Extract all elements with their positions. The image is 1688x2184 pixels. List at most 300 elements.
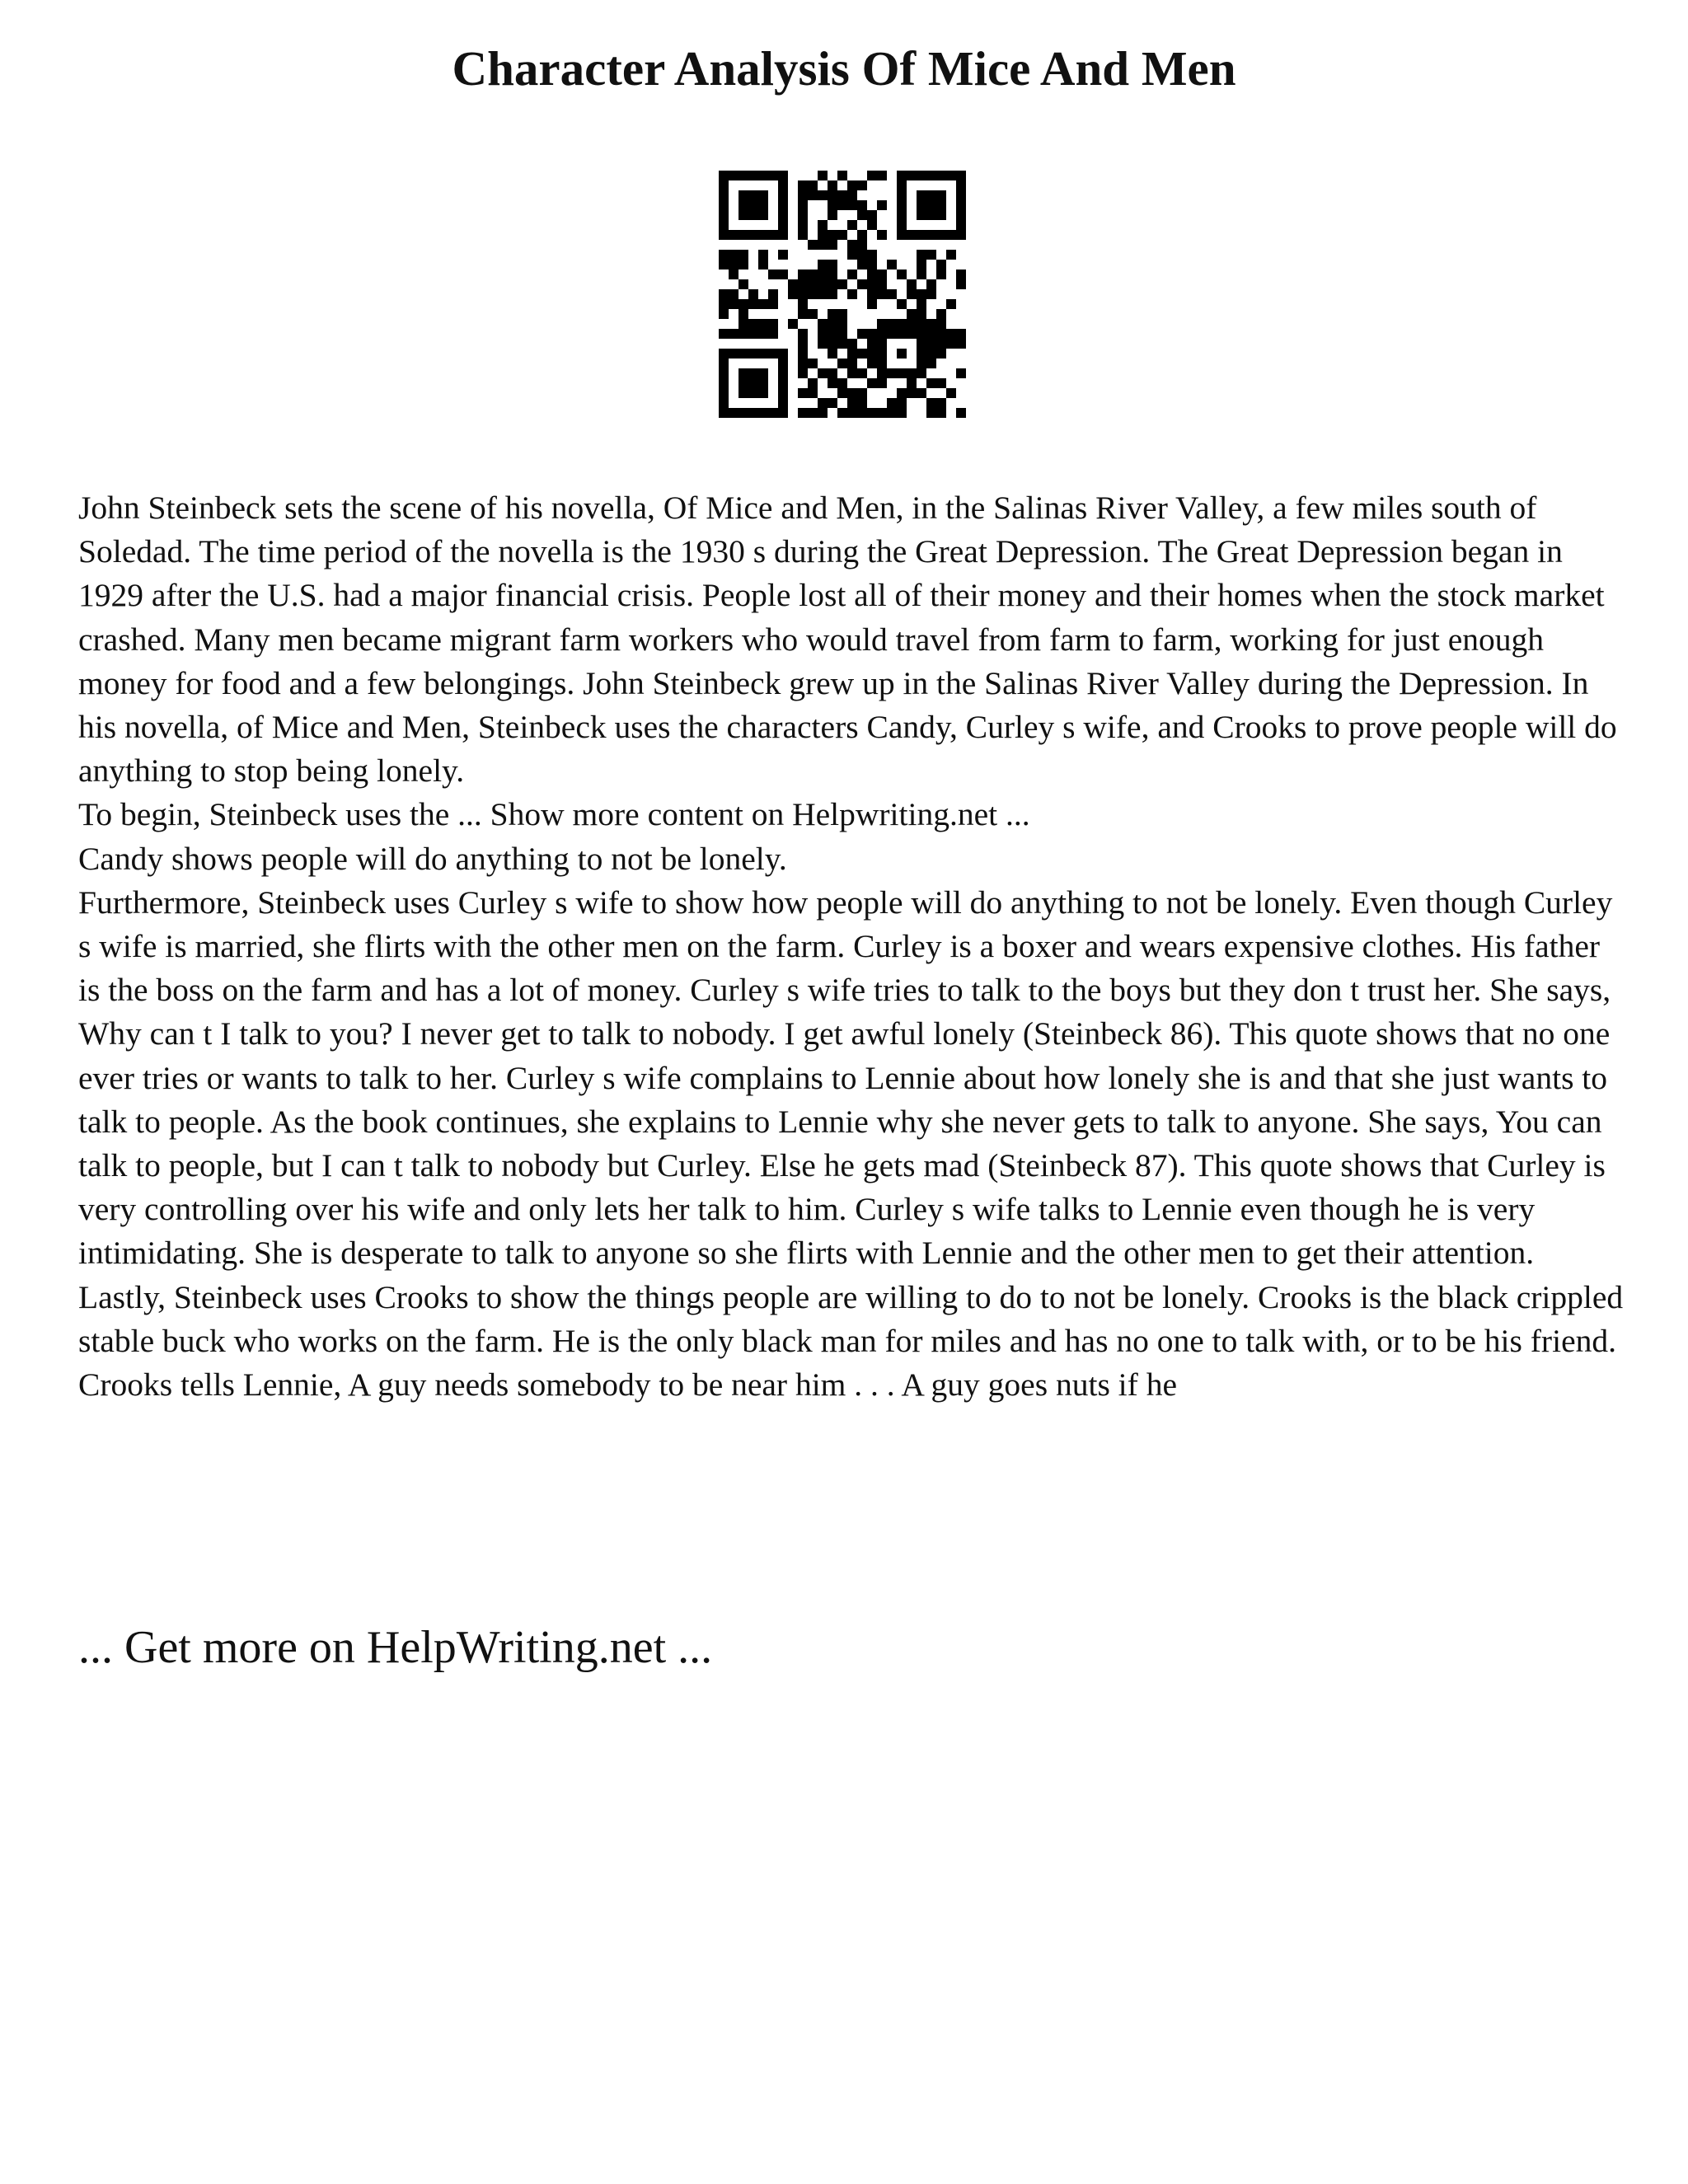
qr-module [738, 200, 748, 210]
qr-module [837, 408, 847, 418]
qr-module [917, 200, 926, 210]
qr-module [917, 171, 926, 180]
qr-module [956, 200, 966, 210]
qr-module [847, 359, 857, 368]
qr-module [828, 200, 837, 210]
qr-module [778, 200, 788, 210]
qr-module [719, 171, 729, 180]
qr-module [808, 289, 818, 299]
qr-module [798, 180, 808, 190]
qr-module [768, 408, 778, 418]
qr-module [917, 359, 926, 368]
qr-module [907, 368, 917, 378]
qr-module [837, 339, 847, 349]
qr-module [758, 368, 768, 378]
qr-module [936, 329, 946, 339]
qr-module [719, 260, 729, 269]
qr-module [857, 368, 867, 378]
qr-module [907, 289, 917, 299]
qr-module [758, 171, 768, 180]
qr-module [738, 190, 748, 200]
qr-module [936, 408, 946, 418]
qr-module [818, 220, 828, 230]
qr-module [828, 210, 837, 220]
qr-module [738, 171, 748, 180]
qr-module [808, 269, 818, 279]
qr-module [917, 349, 926, 359]
qr-module [867, 279, 877, 289]
qr-module [748, 408, 758, 418]
qr-module [768, 289, 778, 299]
qr-module [897, 230, 907, 240]
qr-module [778, 378, 788, 388]
get-more-link[interactable]: ... Get more on HelpWriting.net ... [78, 1622, 713, 1673]
qr-module [956, 190, 966, 200]
qr-module [738, 309, 748, 319]
qr-module [808, 190, 818, 200]
qr-module [808, 388, 818, 398]
qr-module [867, 378, 877, 388]
qr-module [926, 319, 936, 329]
qr-module [818, 368, 828, 378]
qr-module [867, 171, 877, 180]
qr-module [877, 279, 887, 289]
qr-module [857, 279, 867, 289]
qr-module [936, 171, 946, 180]
qr-module [877, 230, 887, 240]
qr-module [897, 299, 907, 309]
qr-module [956, 210, 966, 220]
qr-module [719, 368, 729, 378]
qr-module [768, 349, 778, 359]
qr-module [719, 388, 729, 398]
qr-module [926, 378, 936, 388]
qr-module [758, 378, 768, 388]
qr-module [917, 319, 926, 329]
qr-module [798, 210, 808, 220]
qr-module [887, 329, 897, 339]
qr-module [917, 329, 926, 339]
qr-module [877, 349, 887, 359]
qr-module [719, 329, 729, 339]
qr-module [857, 388, 867, 398]
qr-module [768, 269, 778, 279]
qr-module [887, 408, 897, 418]
qr-module [936, 309, 946, 319]
qr-module [897, 180, 907, 190]
qr-module [897, 398, 907, 408]
qr-module [828, 329, 837, 339]
qr-module [936, 190, 946, 200]
qr-module [798, 349, 808, 359]
qr-module [818, 398, 828, 408]
qr-module [748, 388, 758, 398]
qr-module [887, 398, 897, 408]
qr-module [926, 210, 936, 220]
qr-module [719, 210, 729, 220]
qr-module [788, 279, 798, 289]
qr-module [877, 329, 887, 339]
qr-module [936, 349, 946, 359]
qr-module [926, 359, 936, 368]
qr-module [778, 368, 788, 378]
qr-module [748, 378, 758, 388]
qr-module [818, 230, 828, 240]
qr-module [847, 388, 857, 398]
qr-module [877, 269, 887, 279]
qr-module [828, 368, 837, 378]
qr-module [926, 230, 936, 240]
qr-module [798, 309, 808, 319]
qr-module [907, 329, 917, 339]
qr-module [818, 190, 828, 200]
qr-module [778, 171, 788, 180]
qr-module [897, 269, 907, 279]
qr-module [907, 319, 917, 329]
qr-module [778, 220, 788, 230]
qr-module [818, 269, 828, 279]
qr-module [857, 260, 867, 269]
qr-module [857, 180, 867, 190]
qr-module [917, 269, 926, 279]
qr-module [828, 279, 837, 289]
paragraph-candy-teaser: To begin, Steinbeck uses the ... Show more content on Helpwriting.net ... [78, 796, 1030, 833]
qr-module [798, 329, 808, 339]
paragraph-crooks: Lastly, Steinbeck uses Crooks to show the things people are willing to do to not be lonely. Crooks is the black crippled stable buck who works on the farm. He is the only black man for miles and has no one to talk with, or to be his friend. Crooks tells Lennie, A guy needs somebody to be near him . . . A guy goes nuts if he [78, 1278, 1624, 1404]
qr-module [857, 398, 867, 408]
qr-module [877, 408, 887, 418]
qr-module [907, 171, 917, 180]
qr-module [847, 250, 857, 260]
qr-module [729, 408, 738, 418]
qr-module [956, 339, 966, 349]
qr-module [828, 230, 837, 240]
qr-module [828, 349, 837, 359]
qr-module [847, 408, 857, 418]
qr-module [847, 349, 857, 359]
qr-module [857, 349, 867, 359]
qr-module [828, 309, 837, 319]
qr-module [738, 378, 748, 388]
qr-module [719, 349, 729, 359]
qr-module [719, 378, 729, 388]
qr-module [847, 220, 857, 230]
qr-module [867, 299, 877, 309]
qr-module [917, 388, 926, 398]
qr-module [798, 269, 808, 279]
qr-module [748, 171, 758, 180]
qr-module [758, 388, 768, 398]
qr-module [926, 398, 936, 408]
qr-module [758, 230, 768, 240]
qr-module [926, 408, 936, 418]
qr-module [936, 378, 946, 388]
qr-module [917, 230, 926, 240]
qr-module [748, 289, 758, 299]
qr-module [936, 269, 946, 279]
qr-module [877, 319, 887, 329]
qr-module [897, 210, 907, 220]
qr-module [778, 250, 788, 260]
qr-module [917, 299, 926, 309]
qr-module [738, 408, 748, 418]
qr-module [847, 240, 857, 250]
qr-module [758, 329, 768, 339]
qr-module [936, 260, 946, 269]
qr-module [907, 388, 917, 398]
qr-module [818, 339, 828, 349]
qr-module [719, 309, 729, 319]
qr-module [828, 180, 837, 190]
qr-module [748, 210, 758, 220]
qr-module [828, 260, 837, 269]
qr-module [897, 368, 907, 378]
qr-module [738, 388, 748, 398]
qr-module [887, 260, 897, 269]
qr-module [719, 359, 729, 368]
qr-module [758, 408, 768, 418]
qr-module [946, 299, 956, 309]
qr-module [778, 180, 788, 190]
qr-module [748, 319, 758, 329]
qr-module [748, 349, 758, 359]
qr-module [867, 210, 877, 220]
qr-module [778, 388, 788, 398]
qr-module [907, 309, 917, 319]
qr-module [758, 349, 768, 359]
qr-module [837, 359, 847, 368]
qr-module [748, 190, 758, 200]
qr-module [719, 398, 729, 408]
qr-module [778, 359, 788, 368]
qr-module [808, 408, 818, 418]
qr-module [778, 349, 788, 359]
paragraph-intro: John Steinbeck sets the scene of his novella, Of Mice and Men, in the Salinas River Valley, a few miles south of Soledad. The time period of the novella is the 1930 s during the Great Depression. The Great Depression began in 1929 after the U.S. had a major financial crisis. People lost all of their money and their homes when the stock market crashed. Many men became migrant farm workers who would travel from farm to farm, working for just enough money for food and a few belongings. John Steinbeck grew up in the Salinas River Valley during the Depression. In his novella, of Mice and Men, Steinbeck uses the characters Candy, Curley s wife, and Crooks to prove people will do anything to stop being lonely. [78, 490, 1617, 790]
qr-module [956, 408, 966, 418]
qr-module [808, 180, 818, 190]
qr-module [818, 171, 828, 180]
qr-module [946, 339, 956, 349]
qr-module [857, 329, 867, 339]
qr-module [926, 200, 936, 210]
qr-module [897, 388, 907, 398]
qr-module [719, 180, 729, 190]
qr-module [748, 299, 758, 309]
qr-module [778, 210, 788, 220]
qr-module [729, 349, 738, 359]
qr-module [729, 250, 738, 260]
qr-module [738, 329, 748, 339]
qr-module [847, 289, 857, 299]
qr-module [798, 230, 808, 240]
qr-module [798, 200, 808, 210]
qr-module [748, 230, 758, 240]
qr-module [847, 269, 857, 279]
qr-module [738, 319, 748, 329]
qr-module [798, 408, 808, 418]
qr-module [867, 250, 877, 260]
qr-module [956, 279, 966, 289]
qr-module [788, 289, 798, 299]
qr-module [768, 171, 778, 180]
qr-module [837, 171, 847, 180]
qr-module [778, 408, 788, 418]
qr-module [956, 269, 966, 279]
qr-module [798, 279, 808, 289]
qr-module [738, 368, 748, 378]
qr-module [738, 299, 748, 309]
qr-module [897, 329, 907, 339]
qr-module [936, 339, 946, 349]
qr-module [897, 319, 907, 329]
qr-module [877, 171, 887, 180]
qr-module [837, 309, 847, 319]
qr-module [798, 190, 808, 200]
qr-module [828, 289, 837, 299]
qr-module [946, 171, 956, 180]
qr-module [768, 230, 778, 240]
qr-module [847, 339, 857, 349]
qr-module [818, 329, 828, 339]
qr-module [719, 289, 729, 299]
qr-module [828, 240, 837, 250]
qr-module [808, 309, 818, 319]
qr-module [877, 359, 887, 368]
paragraph-candy-summary: Candy shows people will do anything to not be lonely. [78, 840, 787, 877]
qr-module [877, 339, 887, 349]
qr-module [887, 368, 897, 378]
qr-module [956, 230, 966, 240]
qr-module [818, 408, 828, 418]
qr-module [758, 210, 768, 220]
qr-module [729, 329, 738, 339]
qr-module [818, 240, 828, 250]
qr-module [926, 279, 936, 289]
qr-module [828, 398, 837, 408]
qr-module [936, 210, 946, 220]
qr-module [917, 289, 926, 299]
qr-module [936, 398, 946, 408]
qr-module [897, 220, 907, 230]
qr-module [867, 349, 877, 359]
qr-module [818, 279, 828, 289]
qr-module [936, 200, 946, 210]
qr-module [719, 250, 729, 260]
qr-module [798, 359, 808, 368]
qr-module [897, 190, 907, 200]
qr-module [926, 250, 936, 260]
qr-module [837, 378, 847, 388]
qr-module [897, 171, 907, 180]
qr-module [758, 319, 768, 329]
qr-module [857, 210, 867, 220]
qr-module [907, 378, 917, 388]
qr-module [729, 230, 738, 240]
qr-module [798, 220, 808, 230]
qr-module [897, 408, 907, 418]
qr-module [837, 388, 847, 398]
qr-module [926, 289, 936, 299]
qr-module [956, 368, 966, 378]
qr-module [946, 230, 956, 240]
page-title: Character Analysis Of Mice And Men [452, 41, 1236, 96]
qr-module [917, 260, 926, 269]
qr-module [887, 319, 897, 329]
qr-module [788, 319, 798, 329]
article-body [78, 486, 1628, 1407]
qr-module [828, 339, 837, 349]
qr-module [857, 240, 867, 250]
qr-module [867, 359, 877, 368]
qr-module [837, 200, 847, 210]
qr-module [847, 190, 857, 200]
qr-module [837, 319, 847, 329]
qr-module [729, 260, 738, 269]
qr-module [907, 230, 917, 240]
qr-module [778, 398, 788, 408]
qr-module [828, 269, 837, 279]
qr-module [837, 190, 847, 200]
qr-module [837, 279, 847, 289]
qr-module [956, 180, 966, 190]
qr-module [778, 230, 788, 240]
qr-module [867, 260, 877, 269]
qr-module [818, 289, 828, 299]
qr-module [719, 230, 729, 240]
qr-module [738, 230, 748, 240]
qr-module [897, 349, 907, 359]
qr-module [768, 319, 778, 329]
qr-module [719, 220, 729, 230]
qr-module [778, 190, 788, 200]
qr-module [926, 329, 936, 339]
qr-module [758, 190, 768, 200]
qr-module [798, 339, 808, 349]
qr-module [758, 200, 768, 210]
qr-module [936, 319, 946, 329]
qr-module [847, 398, 857, 408]
qr-module [867, 408, 877, 418]
qr-module [926, 349, 936, 359]
qr-module [818, 260, 828, 269]
qr-module [847, 180, 857, 190]
qr-module [926, 190, 936, 200]
qr-module [719, 408, 729, 418]
qr-module [956, 171, 966, 180]
qr-module [758, 250, 768, 260]
qr-module [837, 230, 847, 240]
qr-module [847, 368, 857, 378]
qr-module [926, 339, 936, 349]
qr-module [808, 240, 818, 250]
qr-module [758, 260, 768, 269]
qr-module [847, 200, 857, 210]
qr-module [719, 200, 729, 210]
qr-module [808, 359, 818, 368]
qr-module [917, 210, 926, 220]
qr-module [778, 269, 788, 279]
qr-module [867, 329, 877, 339]
qr-module [798, 368, 808, 378]
qr-module [798, 289, 808, 299]
qr-module [808, 378, 818, 388]
qr-module [936, 230, 946, 240]
qr-module [837, 329, 847, 339]
qr-module [877, 200, 887, 210]
qr-module [738, 349, 748, 359]
qr-module [867, 269, 877, 279]
qr-module [738, 250, 748, 260]
